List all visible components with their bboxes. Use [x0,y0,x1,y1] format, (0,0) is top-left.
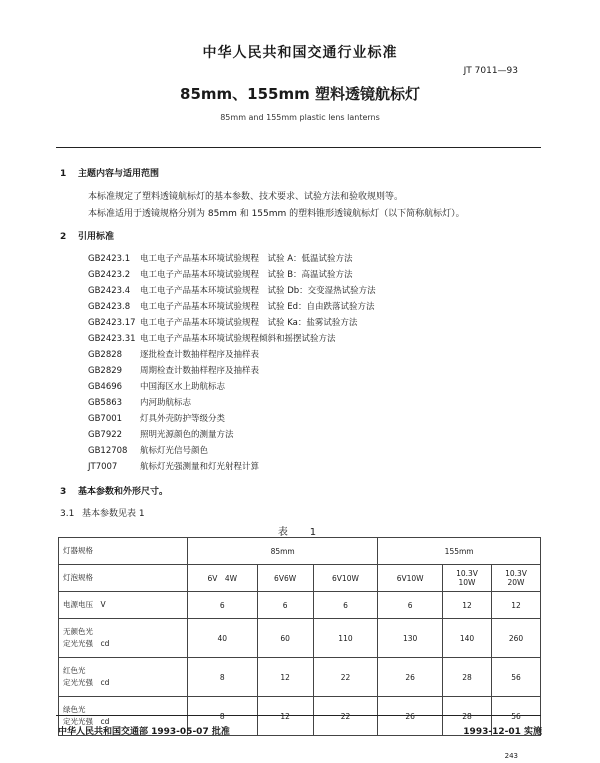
table-cell: 12 [257,697,313,736]
row-label [59,658,188,697]
reference-title: 中国海区水上助航标志 [140,382,226,392]
table-cell: 260 [492,619,541,658]
reference-code: GB2423.2 [88,270,131,280]
table-cell: 130 [378,619,443,658]
table-cell: 60 [257,619,313,658]
table-cell: 6 [313,592,378,619]
row-label-line: 定光光强 cd [63,639,110,648]
reference-code: GB12708 [88,446,128,456]
reference-title: 电工电子产品基本环境试验规程 试验 Ed：自由跌落试验方法 [140,302,375,312]
table-cell: 6 [378,592,443,619]
header-divider [56,147,541,148]
table-caption: 表 1 [277,527,323,538]
row-label-line: 定光光强 cd [63,678,110,687]
row-label-line: 红色光 [63,666,86,675]
table-cell: 6V10W [313,565,378,592]
reference-item [88,332,336,344]
subsection-3-1-heading [60,506,145,519]
reference-code: GB2423.8 [88,302,131,312]
table-cell: 12 [443,592,492,619]
reference-title: 内河助航标志 [140,398,192,408]
document-title: 85mm、155mm 塑料透镜航标灯 [180,85,420,103]
table-cell: 110 [313,619,378,658]
page-number: 243 [504,752,518,760]
row-label: 电源电压 V [59,592,188,619]
row-label [59,619,188,658]
section-number: 1 [60,169,67,179]
table-cell: 26 [378,697,443,736]
table-cell: 26 [378,658,443,697]
table-cell: 56 [492,697,541,736]
reference-title: 电工电子产品基本环境试验规程 试验 B：高温试验方法 [140,270,353,280]
reference-item [88,252,353,264]
table-cell: 8 [188,697,258,736]
reference-item [88,268,353,280]
reference-title: 航标灯光强测量和灯光射程计算 [140,462,260,472]
table-cell: 28 [443,658,492,697]
row-label: 灯泡规格 [59,565,188,592]
reference-item [88,300,374,312]
table-cell: 40 [188,619,258,658]
reference-code: GB4696 [88,382,123,392]
reference-code: GB2829 [88,366,123,376]
table-cell: 6V6W [257,565,313,592]
section-number: 2 [60,232,67,242]
reference-code: GB7001 [88,414,123,424]
reference-item [88,316,357,328]
table-cell: 6 [188,592,258,619]
reference-item [88,396,191,408]
reference-item [88,364,259,376]
table-row [59,592,541,619]
footer-divider [56,715,541,716]
section-1-heading [60,166,159,179]
reference-title: 逐批检查计数抽样程序及抽样表 [140,350,260,360]
section-1-paragraph: 本标准规定了塑料透镜航标灯的基本参数、技术要求、试验方法和验收规则等。 [88,192,404,202]
row-label-line: 定光光强 cd [63,717,110,726]
reference-title: 电工电子产品基本环境试验规程 试验 A：低温试验方法 [140,254,353,264]
standard-organization-title: 中华人民共和国交通行业标准 [202,45,398,61]
reference-title: 周期检查计数抽样程序及抽样表 [140,366,260,376]
table-cell: 12 [257,658,313,697]
subsection-title: 基本参数见表 1 [82,509,145,519]
table-cell: 140 [443,619,492,658]
basic-parameters-table [58,537,541,736]
reference-code: GB5863 [88,398,123,408]
lamp-spec-85: 85mm [188,538,378,565]
approval-statement: 中华人民共和国交通部 1993-05-07 批准 [58,727,230,737]
standard-code: JT 7011—93 [463,66,518,76]
table-cell: 6V10W [378,565,443,592]
reference-code: JT7007 [88,462,118,472]
table-cell: 8 [188,658,258,697]
row-label-line: 无颜色光 [63,627,93,636]
table-cell: 6V 4W [188,565,258,592]
reference-code: GB7922 [88,430,123,440]
table-cell: 10.3V 10W [443,565,492,592]
table-cell: 22 [313,658,378,697]
table-row [59,538,541,565]
reference-title: 灯具外壳防护等级分类 [140,414,226,424]
section-1-paragraph: 本标准适用于透镜规格分别为 85mm 和 155mm 的塑料锥形透镜航标灯（以下简称航标灯）。 [88,209,465,219]
reference-code: GB2423.4 [88,286,131,296]
section-title: 基本参数和外形尺寸。 [78,487,169,497]
table-cell: 10.3V 20W [492,565,541,592]
reference-item [88,444,208,456]
reference-title: 航标灯光信号颜色 [140,446,209,456]
reference-item [88,380,225,392]
reference-code: GB2423.31 [88,334,136,344]
table-cell: 56 [492,658,541,697]
table-cell: 12 [492,592,541,619]
table-row [59,619,541,658]
reference-title: 照明光源颜色的测量方法 [140,430,234,440]
reference-item [88,348,259,360]
reference-item [88,284,376,296]
implementation-date: 1993-12-01 实施 [463,727,542,737]
reference-title: 电工电子产品基本环境试验规程 试验 Ka：盐雾试验方法 [140,318,358,328]
reference-title: 电工电子产品基本环境试验规程倾斜和摇摆试验方法 [140,334,336,344]
table-row [59,565,541,592]
table-cell: 6 [257,592,313,619]
section-number: 3 [60,487,67,497]
row-label-line: 绿色光 [63,705,86,714]
section-2-heading [60,229,114,242]
lamp-spec-155: 155mm [378,538,541,565]
section-3-heading [60,484,168,497]
section-title: 主题内容与适用范围 [78,169,160,179]
reference-code: GB2423.1 [88,254,131,264]
reference-title: 电工电子产品基本环境试验规程 试验 Db：交变湿热试验方法 [140,286,376,296]
row-label: 灯器规格 [59,538,188,565]
reference-item [88,460,259,472]
table-cell: 28 [443,697,492,736]
reference-code: GB2423.17 [88,318,136,328]
subsection-number: 3.1 [60,509,75,519]
reference-item [88,428,234,440]
section-title: 引用标准 [78,232,115,242]
reference-item [88,412,225,424]
document-english-title: 85mm and 155mm plastic lens lanterns [220,113,380,122]
reference-code: GB2828 [88,350,123,360]
table-row [59,658,541,697]
table-cell: 22 [313,697,378,736]
